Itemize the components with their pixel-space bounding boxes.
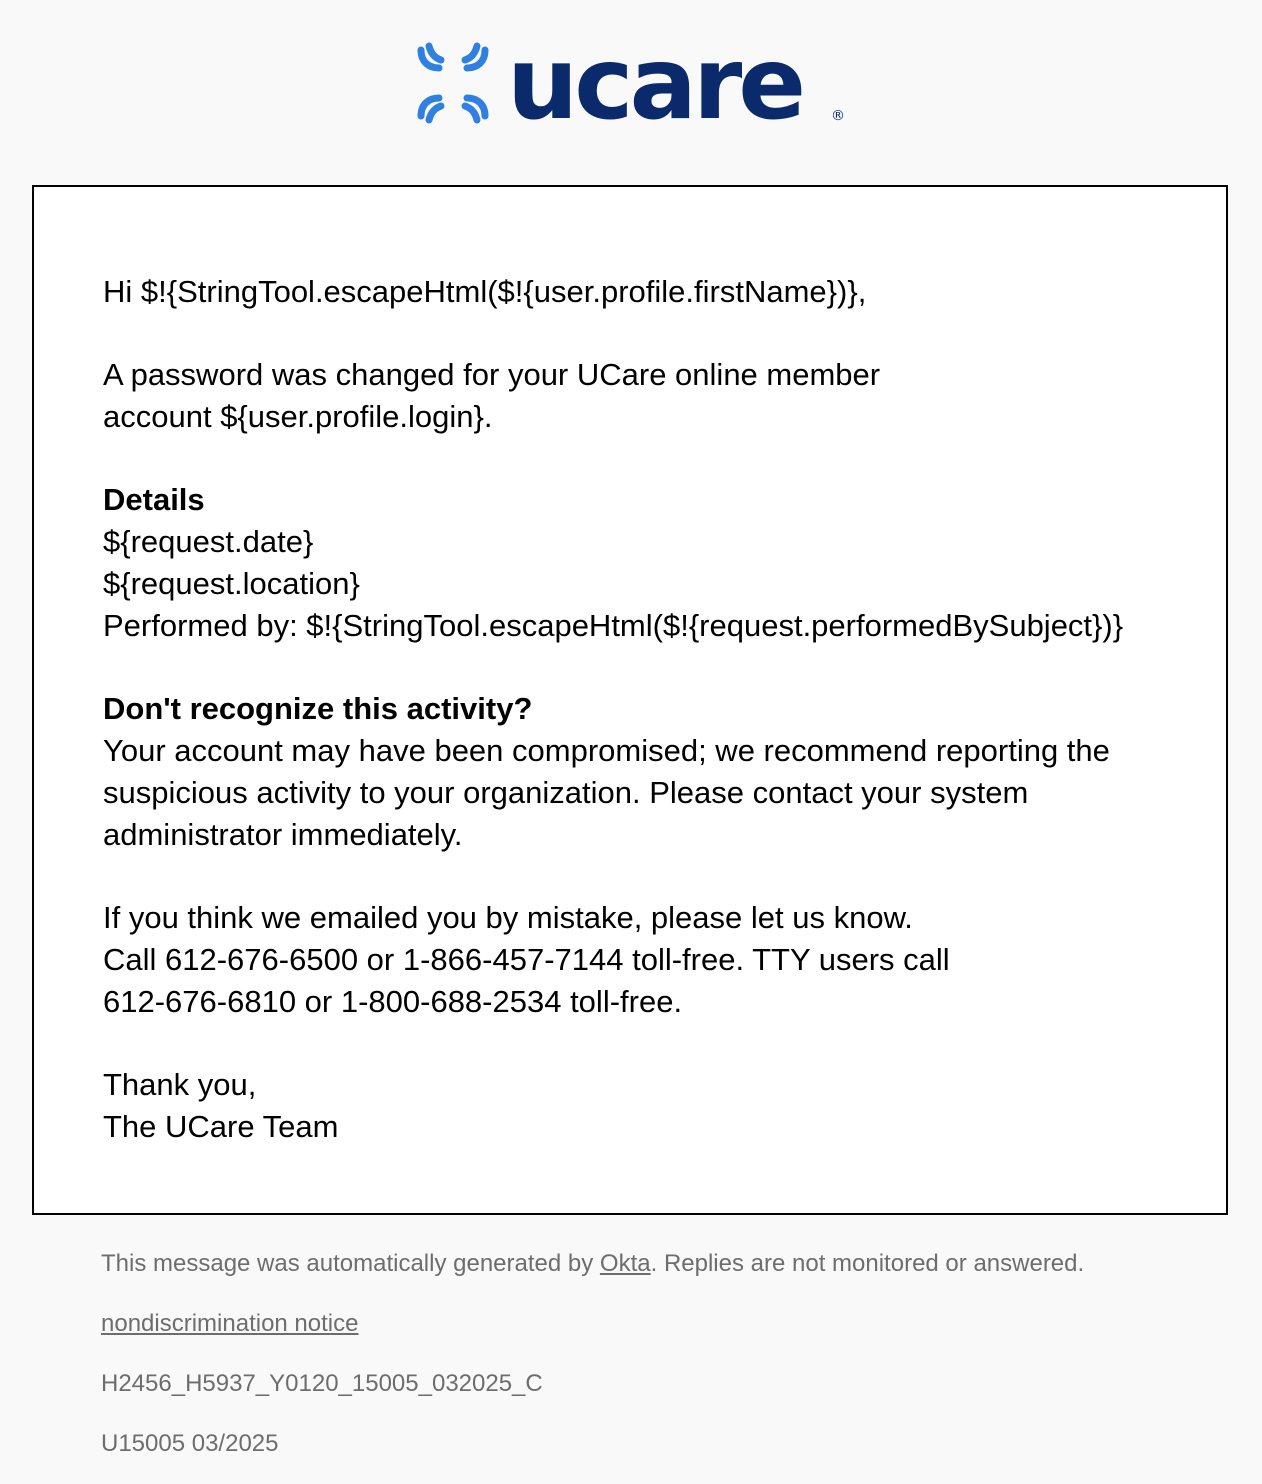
first-name-token: $!{StringTool.escapeHtml($!{user.profile.firstName})}: [140, 274, 858, 309]
email-footer: [101, 1249, 1221, 1484]
contact-line-3: 612-676-6810 or 1-800-688-2534 toll-free.: [103, 984, 683, 1019]
document-version: U15005 03/2025: [101, 1430, 279, 1457]
auto-generated-notice: This message was automatically generated by Okta. Replies are not monitored or answered.: [101, 1250, 1085, 1277]
warning-line-3: administrator immediately.: [103, 817, 463, 852]
details-location: ${request.location}: [103, 566, 360, 601]
warning-line-1: Your account may have been compromised; we recommend reporting the: [103, 733, 1110, 768]
greeting: Hi $!{StringTool.escapeHtml($!{user.profile.firstName})},: [103, 274, 867, 309]
contact-line-2: Call 612-676-6500 or 1-866-457-7144 toll-free. TTY users call: [103, 942, 950, 977]
intro-line-2: account ${user.profile.login}.: [103, 399, 493, 434]
logo-wordmark: ucare: [507, 40, 803, 130]
ucare-asterisk-icon: [421, 46, 485, 120]
details-date: ${request.date}: [103, 524, 314, 559]
okta-link[interactable]: Okta: [599, 1250, 651, 1277]
ucare-logo: [415, 40, 855, 130]
contact-line-1: If you think we emailed you by mistake, please let us know.: [103, 900, 913, 935]
registered-mark: ®: [831, 108, 845, 124]
details-heading: Details: [103, 482, 205, 517]
email-body: [103, 271, 1213, 1148]
intro-line-1: A password was changed for your UCare online member: [103, 357, 881, 392]
warning-heading: Don't recognize this activity?: [103, 691, 533, 726]
document-code: H2456_H5937_Y0120_15005_032025_C: [101, 1370, 543, 1397]
signoff-team: The UCare Team: [103, 1109, 339, 1144]
nondiscrimination-notice-link[interactable]: nondiscrimination notice: [101, 1310, 359, 1337]
signoff-thanks: Thank you,: [103, 1067, 257, 1102]
email-card: [32, 185, 1228, 1215]
warning-line-2: suspicious activity to your organization. Please contact your system: [103, 775, 1029, 810]
details-performed-by: Performed by: $!{StringTool.escapeHtml($!{request.performedBySubject})}: [103, 608, 1124, 643]
